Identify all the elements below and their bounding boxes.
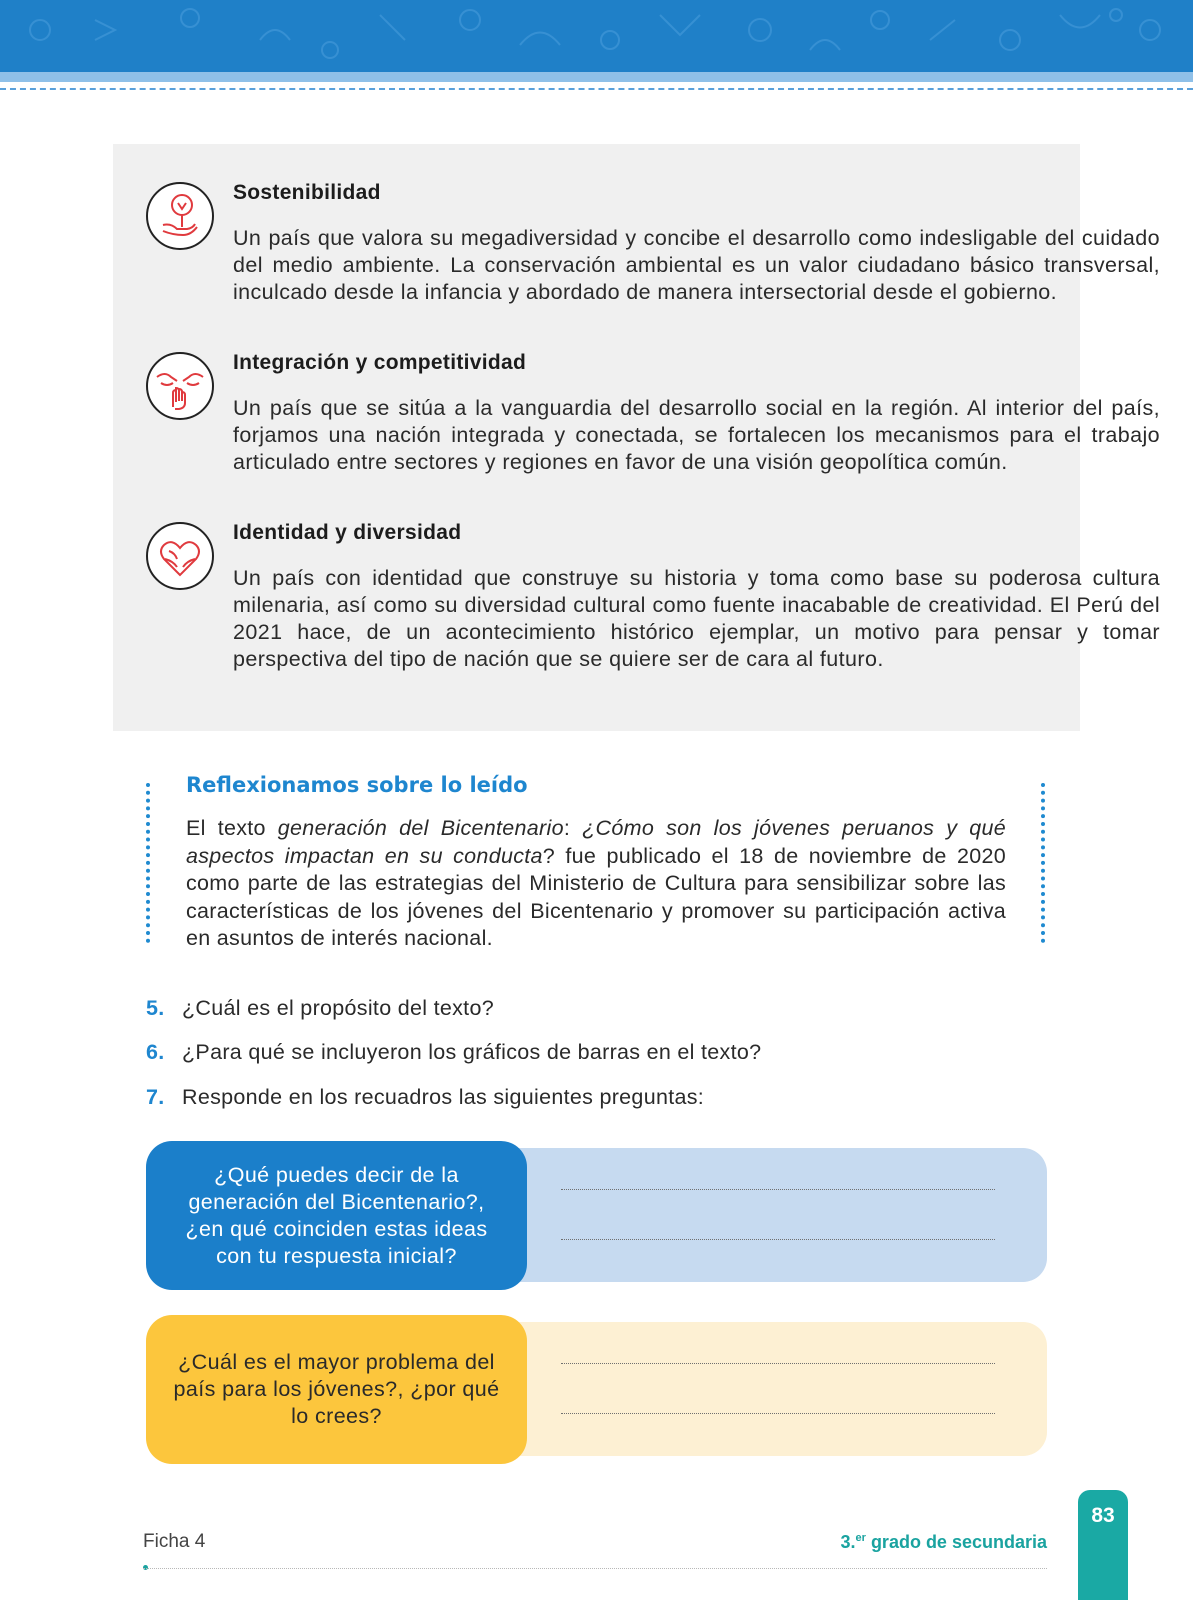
section-title: Reflexionamos sobre lo leído: [186, 773, 528, 797]
answer-line: [561, 1363, 995, 1364]
question-number: 7.: [146, 1085, 165, 1109]
answer-prompt: [146, 1141, 527, 1290]
grade-text: grado de secundaria: [865, 1532, 1047, 1552]
pillar-title: Integración y competitividad: [233, 351, 527, 374]
text-part: El texto: [186, 816, 278, 840]
footer-ficha: Ficha 4: [143, 1531, 206, 1552]
question-text: ¿Cuál es el propósito del texto?: [182, 996, 494, 1020]
prompt-text: ¿Qué puedes decir de la generación del Bicentenario?, ¿en qué coinciden estas ideas con tu respuesta inicial?: [185, 1162, 488, 1268]
question-number: 5.: [146, 996, 165, 1020]
grade-number: 3.: [840, 1532, 856, 1552]
grade-superscript: er: [855, 1532, 866, 1544]
doodle-pattern: [0, 0, 1193, 72]
answer-prompt: [146, 1315, 527, 1464]
pillar-text: Un país con identidad que construye su historia y toma como base su poderosa cultura milenaria, así como su diversidad cultural como fuente inacabable de creatividad. El Perú del 2021 hace, de un acontecimiento histórico ejemplar, un motivo para pensar y tomar perspectiva del tipo de nación que se quiere ser de cara al futuro.: [233, 566, 1160, 671]
seedling-hand-icon: [145, 181, 215, 251]
footer-grade: [841, 1532, 1047, 1553]
text-part: :: [563, 816, 583, 840]
answer-line: [561, 1239, 995, 1240]
answer-area[interactable]: [486, 1322, 1047, 1456]
pillar-title: Identidad y diversidad: [233, 521, 462, 544]
pillar-text: Un país que se sitúa a la vanguardia del desarrollo social en la región. Al interior del país, forjamos una nación integrada y conectada, se fortalecen los mecanismos para el trabajo articulado entre sectores y regiones en favor de una visión geopolítica común.: [233, 396, 1160, 474]
pillars-box: [113, 144, 1160, 731]
question-6: [146, 1040, 761, 1065]
footer-line: [143, 1568, 1047, 1569]
header-stripe: [0, 72, 1193, 82]
prompt-text: ¿Cuál es el mayor problema del país para los jóvenes?, ¿por qué lo crees?: [173, 1350, 500, 1428]
answer-area[interactable]: [486, 1148, 1047, 1282]
right-dotted-border: [1041, 783, 1049, 943]
text-italic: ¿Cómo son los jóvenes peruanos y qué aspectos impactan en su conducta: [186, 816, 1007, 868]
left-dotted-border: [146, 783, 154, 943]
answer-box-bicentenario: [146, 1141, 1047, 1291]
question-number: 6.: [146, 1040, 165, 1064]
heart-hands-icon: [145, 521, 215, 591]
answer-box-problema: [146, 1315, 1047, 1465]
header-dashed-line: [0, 88, 1193, 90]
header-band: [0, 0, 1193, 72]
question-5: [146, 996, 494, 1021]
pillar-title: Sostenibilidad: [233, 181, 381, 204]
answer-line: [561, 1413, 995, 1414]
joined-hands-icon: [145, 351, 215, 421]
text-italic: generación del Bicentenario: [277, 816, 564, 840]
page-number-tab: [1078, 1490, 1128, 1600]
page-number: 83: [1091, 1504, 1115, 1527]
pillar-text: Un país que valora su megadiversidad y concibe el desarrollo como indesligable del cuidado del medio ambiente. La conservación ambiental es un valor ciudadano básico transversal, inculcado desde la infancia y abordado de manera intersectorial desde el gobierno.: [233, 226, 1160, 304]
question-text: ¿Para qué se incluyeron los gráficos de barras en el texto?: [182, 1040, 762, 1064]
section-paragraph: [186, 815, 1006, 953]
answer-line: [561, 1189, 995, 1190]
question-text: Responde en los recuadros las siguientes preguntas:: [182, 1085, 705, 1109]
question-7: [146, 1085, 704, 1110]
text-part: ? fue publicado el 18 de noviembre de 2020 como parte de las estrategias del Ministerio de Cultura para sensibilizar sobre las características de los jóvenes del Bicentenario y promover su participación activa en asuntos de interés nacional.: [186, 843, 1007, 950]
